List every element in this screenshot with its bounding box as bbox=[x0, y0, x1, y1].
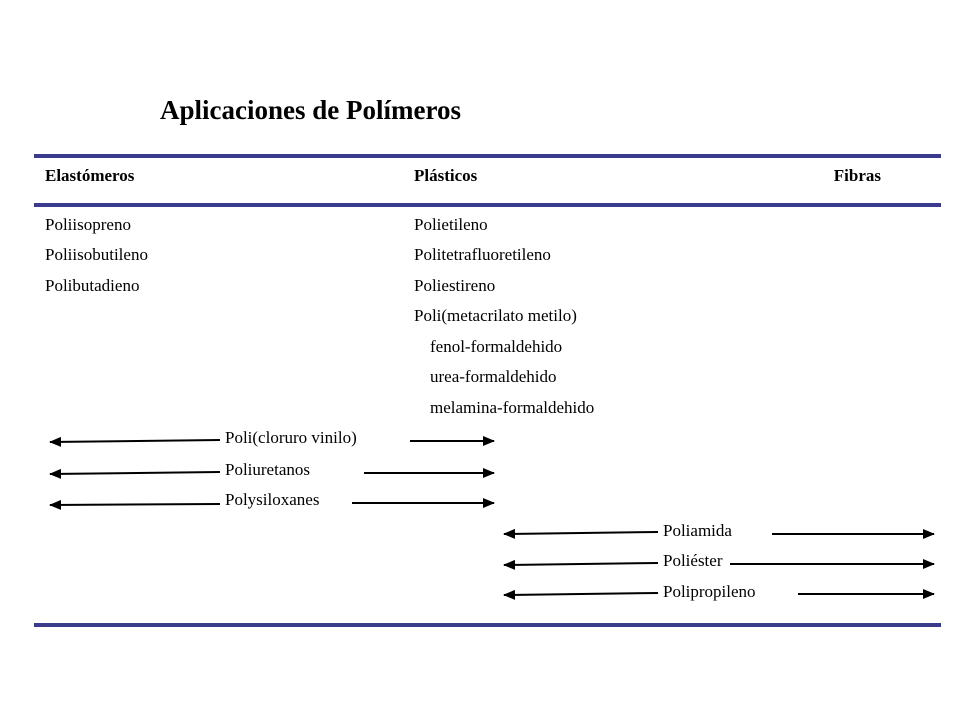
span-item-elastomero-plastico: Poli(cloruro vinilo) bbox=[225, 428, 357, 447]
span-arrow-left-1 bbox=[50, 440, 220, 442]
span-item-plastico-fibra: Polipropileno bbox=[663, 582, 756, 601]
elastomero-item: Poliisobutileno bbox=[45, 245, 148, 264]
span-arrow-left-5 bbox=[504, 563, 658, 565]
plastico-item: Politetrafluoretileno bbox=[414, 245, 551, 264]
header-fibras: Fibras bbox=[833, 166, 881, 185]
elastomero-item: Polibutadieno bbox=[45, 276, 140, 295]
span-arrow-left-6 bbox=[504, 593, 658, 595]
plastico-item: Poliestireno bbox=[414, 276, 496, 295]
span-item-elastomero-plastico: Poliuretanos bbox=[225, 460, 310, 479]
span-arrow-left-3 bbox=[50, 504, 220, 505]
plastico-item: Poli(metacrilato metilo) bbox=[414, 306, 577, 325]
elastomero-item: Poliisopreno bbox=[45, 215, 131, 234]
header-plasticos: Plásticos bbox=[414, 166, 478, 185]
plastico-item: Polietileno bbox=[414, 215, 488, 234]
span-item-elastomero-plastico: Polysiloxanes bbox=[225, 490, 320, 509]
page-title: Aplicaciones de Polímeros bbox=[160, 95, 461, 125]
plastico-subitem: melamina-formaldehido bbox=[430, 398, 595, 417]
span-item-plastico-fibra: Poliéster bbox=[663, 551, 723, 570]
plastico-subitem: fenol-formaldehido bbox=[430, 337, 563, 356]
span-arrow-left-4 bbox=[504, 532, 658, 534]
span-arrow-left-2 bbox=[50, 472, 220, 474]
header-elastomeros: Elastómeros bbox=[45, 166, 135, 185]
span-item-plastico-fibra: Poliamida bbox=[663, 521, 732, 540]
plastico-subitem: urea-formaldehido bbox=[430, 367, 557, 386]
